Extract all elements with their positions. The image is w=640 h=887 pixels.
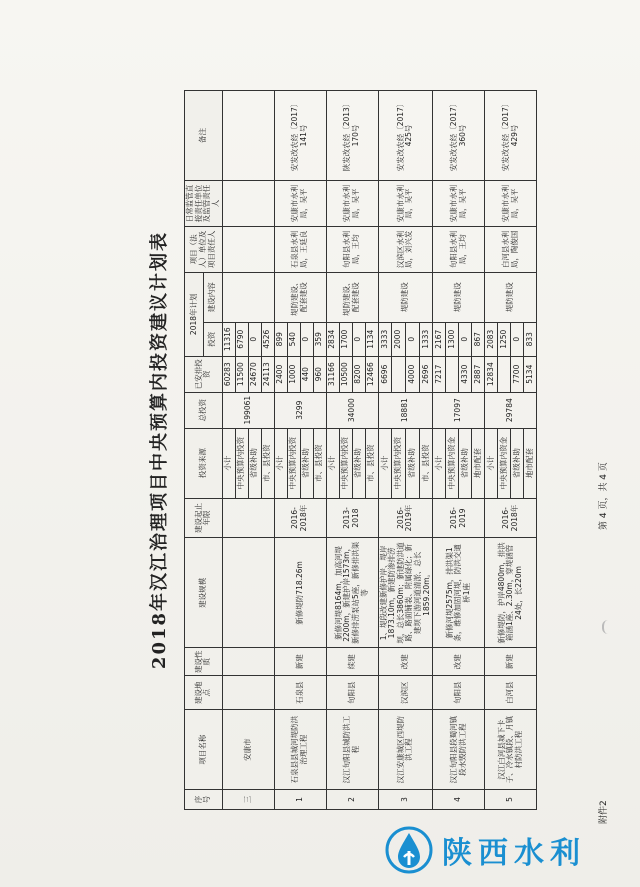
section-seq: 三: [222, 790, 274, 810]
table-row: [378, 91, 392, 810]
project-remark: 安发改农经〔2017〕141号: [274, 91, 326, 181]
invest-cell: 1700: [339, 322, 352, 356]
col-plan2018: 2018年计划: [185, 272, 204, 356]
total-cell: 3299: [274, 392, 326, 428]
arranged-cell: 31166: [326, 356, 339, 392]
document-title: 2018年汉江治理项目中央预算内投资建议计划表: [149, 230, 170, 670]
invest-cell: 0: [248, 322, 261, 356]
arranged-cell: 2696: [419, 356, 433, 392]
project-scale: 新修河堤2575m，排洪渠1条，维修加固河堤，防洪交通桥1座: [433, 538, 485, 648]
source-cell: 省级补助: [459, 428, 472, 498]
project-unit: 白河县水利局，陶俊国: [485, 226, 537, 272]
arranged-cell: 1000: [287, 356, 300, 392]
project-unit: 石泉县水利局，王延良: [274, 226, 326, 272]
source-cell: 地市配套: [524, 428, 537, 498]
logo-text: 陕西水利: [442, 836, 586, 871]
project-supervisor: 安康市水利局，吴平: [274, 180, 326, 226]
invest-cell: 540: [287, 322, 300, 356]
source-cell: 市、县投资: [365, 428, 378, 498]
col-scale: 建设规模: [185, 538, 223, 648]
invest-cell: 11316: [222, 322, 235, 356]
logo: [384, 822, 634, 878]
arranged-cell: 60283: [222, 356, 235, 392]
arranged-cell: 7217: [433, 356, 446, 392]
invest-cell: 6790: [235, 322, 248, 356]
col-unit: 项目（法人）单位及项目责任人: [185, 226, 223, 272]
project-nature: 改建: [433, 648, 485, 676]
project-remark: 安发改农经〔2017〕429号: [485, 91, 537, 181]
arranged-cell: 2400: [274, 356, 287, 392]
header-row-1: [185, 91, 204, 810]
project-unit: 旬阳县水利局，王均: [433, 226, 485, 272]
project-location: 石泉县: [274, 676, 326, 710]
project-location: 汉滨区: [378, 676, 433, 710]
invest-cell: 1250: [498, 322, 511, 356]
invest-cell: 899: [274, 322, 287, 356]
project-name: 汉江旬阳县城防洪工程: [326, 710, 378, 790]
project-nature: 改建: [378, 648, 433, 676]
project-period: 2016-2018年: [274, 498, 326, 538]
source-cell: 小计: [222, 428, 235, 498]
project-supervisor: 安康市水利局，吴平: [378, 180, 433, 226]
col-seq: 序号: [185, 790, 223, 810]
project-seq: 2: [326, 790, 378, 810]
col-content: 建设内容: [203, 272, 222, 322]
project-seq: 4: [433, 790, 485, 810]
source-cell: 省级补助: [300, 428, 313, 498]
invest-cell: 2167: [433, 322, 446, 356]
arranged-cell: 2887: [472, 356, 485, 392]
project-nature: 新建: [485, 648, 537, 676]
project-content: 堤防建设: [378, 272, 433, 322]
project-remark: 安发改农经〔2017〕425号: [378, 91, 433, 181]
source-cell: 小计: [485, 428, 498, 498]
project-name: 汉江安康城区西堤防洪工程: [378, 710, 433, 790]
project-content: 堤防建设: [485, 272, 537, 322]
col-invest: 投资: [203, 322, 222, 356]
col-period: 建设起止年限: [185, 498, 223, 538]
invest-cell: 3333: [378, 322, 392, 356]
arranged-cell: 960: [313, 356, 326, 392]
table-row: [274, 91, 287, 810]
source-cell: 小计: [378, 428, 392, 498]
invest-cell: 1300: [446, 322, 459, 356]
col-nature: 建设性质: [185, 648, 223, 676]
table-row: [222, 91, 235, 810]
project-period: 2013-2018: [326, 498, 378, 538]
total-cell: 34000: [326, 392, 378, 428]
water-drop-logo-icon: [384, 825, 434, 875]
arranged-cell: 12834: [485, 356, 498, 392]
col-remark: 备注: [185, 91, 223, 181]
invest-cell: 2000: [392, 322, 406, 356]
arranged-cell: 8200: [352, 356, 365, 392]
invest-cell: 4526: [261, 322, 274, 356]
arranged-cell: 10500: [339, 356, 352, 392]
invest-cell: 0: [459, 322, 472, 356]
table-body: [222, 91, 537, 810]
invest-cell: 1134: [365, 322, 378, 356]
table-row: [433, 91, 446, 810]
project-name: 汉江旬阳县段蜀河镇段水毁防洪工程: [433, 710, 485, 790]
arranged-cell: 24670: [248, 356, 261, 392]
arranged-cell: 4000: [405, 356, 419, 392]
arranged-cell: [446, 356, 459, 392]
section-name: 安康市: [222, 710, 274, 790]
project-name: 石泉县县城河堤防洪治理工程: [274, 710, 326, 790]
invest-cell: 2834: [326, 322, 339, 356]
project-unit: 汉滨区水利局，刘兴发: [378, 226, 433, 272]
scan-fold-mark: [602, 620, 614, 634]
invest-cell: 1333: [419, 322, 433, 356]
source-cell: 中央预算内投资: [339, 428, 352, 498]
attachment-label: 附件2: [599, 800, 609, 824]
arranged-cell: 440: [300, 356, 313, 392]
arranged-cell: 12466: [365, 356, 378, 392]
arranged-cell: 6696: [378, 356, 392, 392]
invest-cell: 0: [405, 322, 419, 356]
arranged-cell: 5134: [524, 356, 537, 392]
project-scale: 新修河堤8164m，加高河堤2200m，新建护岸1573m，新修排涝泵站5座，新修排洪渠等: [326, 538, 378, 648]
source-cell: 市、县投资: [419, 428, 433, 498]
col-location: 建设地点: [185, 676, 223, 710]
invest-cell: 2083: [485, 322, 498, 356]
project-content: 堤防建设、配套建设: [274, 272, 326, 322]
col-total: 总投资: [185, 392, 223, 428]
col-project: 项目名称: [185, 710, 223, 790]
arranged-cell: 4330: [459, 356, 472, 392]
source-cell: 省级补助: [352, 428, 365, 498]
project-supervisor: 安康市水利局，吴平: [433, 180, 485, 226]
source-cell: 省级补助: [511, 428, 524, 498]
project-seq: 3: [378, 790, 433, 810]
project-location: 旬阳县: [326, 676, 378, 710]
project-period: 2016-2019: [433, 498, 485, 538]
project-scale: 新修堤防718.26m: [274, 538, 326, 648]
invest-cell: 359: [313, 322, 326, 356]
project-scale: 新修堤防，护岸4800m，排洪箱涵1座、2.30m，穿堤涵管24处，长220m: [485, 538, 537, 648]
arranged-cell: 24113: [261, 356, 274, 392]
project-period: 2016-2018年: [485, 498, 537, 538]
invest-cell: 0: [511, 322, 524, 356]
project-remark: 安发改农经〔2017〕360号: [433, 91, 485, 181]
table-row: [485, 91, 498, 810]
col-supervisor: 日常监管直接责任单位及监管责任人: [185, 180, 223, 226]
total-cell: 199061: [222, 392, 274, 428]
invest-cell: 0: [300, 322, 313, 356]
investment-plan-table: [184, 90, 537, 810]
project-seq: 5: [485, 790, 537, 810]
source-cell: 小计: [433, 428, 446, 498]
source-cell: 小计: [326, 428, 339, 498]
total-cell: 29784: [485, 392, 537, 428]
project-nature: 新建: [274, 648, 326, 676]
source-cell: 中央预算内投资: [392, 428, 406, 498]
source-cell: 中央预算内资金: [498, 428, 511, 498]
source-cell: 小计: [274, 428, 287, 498]
source-cell: 市、县投资: [313, 428, 326, 498]
source-cell: 省级补助: [248, 428, 261, 498]
project-content: 堤防建设、配套建设: [326, 272, 378, 322]
project-supervisor: 安康市水利局，吴平: [485, 180, 537, 226]
source-cell: 地市配套: [472, 428, 485, 498]
col-source: 投资来源: [185, 428, 223, 498]
total-cell: 18881: [378, 392, 433, 428]
project-nature: 续建: [326, 648, 378, 676]
invest-cell: 867: [472, 322, 485, 356]
project-name: 汉江白河县城下卡子、冷水镇段、月镇村防洪工程: [485, 710, 537, 790]
arranged-cell: [498, 356, 511, 392]
project-location: 白河县: [485, 676, 537, 710]
project-period: 2016-2019年: [378, 498, 433, 538]
project-unit: 旬阳县水利局，王均: [326, 226, 378, 272]
source-cell: 中央预算内投资: [287, 428, 300, 498]
project-scale: 1、堤段改建新修护岸、堤岸1873.10m，新建防渗排涝坝，总长3860m；新建防洪道路、路面铺装、附属绿化；新建坝下游河道清淤、总长1859.20m。: [378, 538, 433, 648]
arranged-cell: 7700: [511, 356, 524, 392]
col-arranged: 已安排投资: [185, 356, 223, 392]
total-cell: 17097: [433, 392, 485, 428]
project-content: 堤防建设: [433, 272, 485, 322]
project-supervisor: 安康市水利局，吴平: [326, 180, 378, 226]
table-row: [326, 91, 339, 810]
invest-cell: 833: [524, 322, 537, 356]
arranged-cell: [392, 356, 406, 392]
project-location: 旬阳县: [433, 676, 485, 710]
project-seq: 1: [274, 790, 326, 810]
source-cell: 省级补助: [405, 428, 419, 498]
invest-cell: 0: [352, 322, 365, 356]
source-cell: 中央预算内资金: [446, 428, 459, 498]
project-remark: 陕发改农经〔2013〕170号: [326, 91, 378, 181]
arranged-cell: 11500: [235, 356, 248, 392]
page-footer: 第 4 页，共 4 页: [599, 462, 609, 530]
rotated-table-sheet: [140, 70, 616, 830]
source-cell: 中央预算内投资: [235, 428, 248, 498]
source-cell: 市、县投资: [261, 428, 274, 498]
